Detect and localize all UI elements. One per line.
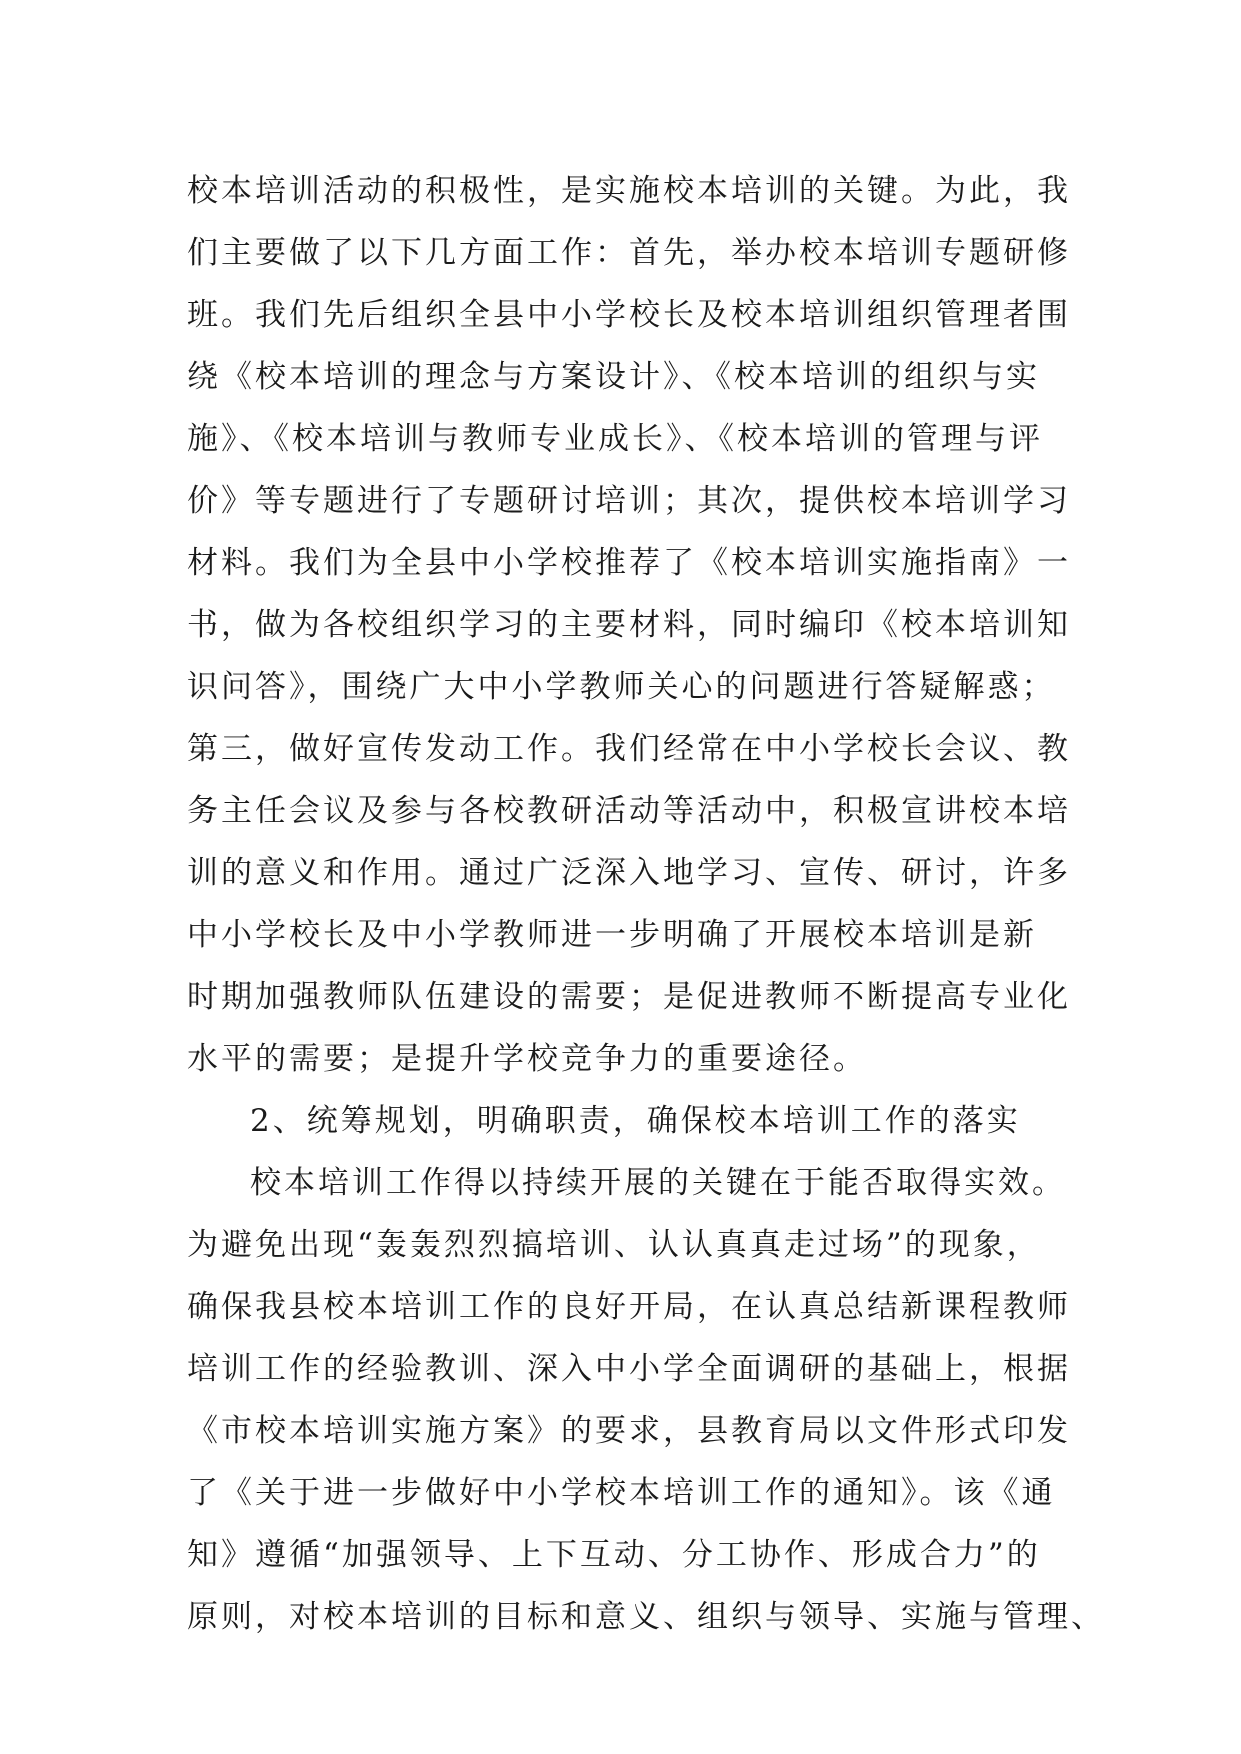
text-line: 中小学校长及中小学教师进一步明确了开展校本培训是新 [187,917,1037,953]
body-text [187,160,1105,1648]
text-line: 知》遵循“加强领导、上下互动、分工协作、形成合力”的 [187,1537,1041,1573]
text-line: 第三，做好宣传发动工作。我们经常在中小学校长会议、教 [187,731,1071,767]
text-line: 《市校本培训实施方案》的要求，县教育局以文件形式印发 [187,1413,1071,1449]
text-line: 价》等专题进行了专题研讨培训；其次，提供校本培训学习 [187,483,1071,519]
text-line: 班。我们先后组织全县中小学校长及校本培训组织管理者围 [187,297,1071,333]
text-line: 们主要做了以下几方面工作：首先，举办校本培训专题研修 [187,235,1071,271]
text-line: 培训工作的经验教训、深入中小学全面调研的基础上，根据 [187,1351,1071,1387]
text-line: 为避免出现“轰轰烈烈搞培训、认认真真走过场”的现象， [187,1227,1041,1263]
text-line: 了《关于进一步做好中小学校本培训工作的通知》。该《通 [187,1475,1056,1511]
text-line: 时期加强教师队伍建设的需要；是促进教师不断提高专业化 [187,979,1071,1015]
text-line: 绕《校本培训的理念与方案设计》、《校本培训的组织与实 [187,359,1040,395]
text-line: 确保我县校本培训工作的良好开局，在认真总结新课程教师 [187,1289,1071,1325]
section-heading: 2、统筹规划，明确职责，确保校本培训工作的落实 [250,1103,1021,1139]
text-line: 材料。我们为全县中小学校推荐了《校本培训实施指南》一 [187,545,1071,581]
text-line: 识问答》，围绕广大中小学教师关心的问题进行答疑解惑； [187,669,1056,705]
text-line: 训的意义和作用。通过广泛深入地学习、宣传、研讨，许多 [187,855,1071,891]
text-line: 务主任会议及参与各校教研活动等活动中，积极宣讲校本培 [187,793,1071,829]
text-line: 书，做为各校组织学习的主要材料，同时编印《校本培训知 [187,607,1071,643]
text-line: 校本培训活动的积极性，是实施校本培训的关键。为此，我 [187,173,1071,209]
text-line: 原则，对校本培训的目标和意义、组织与领导、实施与管理、 [187,1599,1105,1635]
text-line: 校本培训工作得以持续开展的关键在于能否取得实效。 [250,1165,1066,1201]
text-line: 施》、《校本培训与教师专业成长》、《校本培训的管理与评 [187,421,1043,457]
text-line: 水平的需要；是提升学校竞争力的重要途径。 [187,1041,867,1077]
